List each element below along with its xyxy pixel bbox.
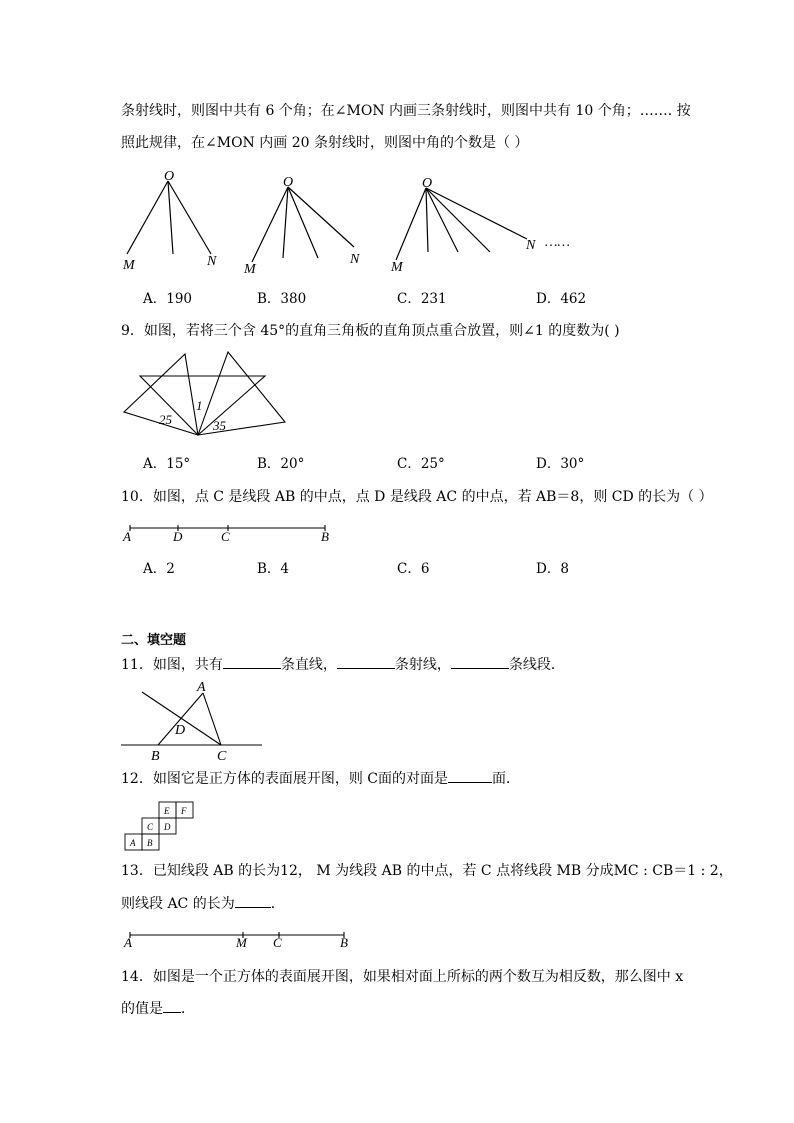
q8-fig3-dots: …… — [545, 235, 570, 250]
q14-text-line2 — [121, 998, 195, 1019]
q8-option-b[interactable]: B．380 — [257, 291, 307, 307]
q11-blank-lines[interactable] — [223, 654, 281, 669]
q13-label-b: B — [340, 935, 348, 950]
q14-text-part1: 的值是 — [121, 1001, 163, 1017]
q14-text-part2: ． — [181, 1001, 195, 1017]
q9-option-b[interactable]: B．20° — [257, 456, 305, 472]
q8-figure-two-rays — [252, 187, 354, 262]
q12-net-label-e: E — [164, 806, 170, 816]
q14-blank-x[interactable] — [163, 998, 181, 1013]
q13-text-part2: ． — [270, 896, 285, 912]
q8-fig2-label-o: O — [283, 175, 294, 190]
q9-option-d[interactable]: D．30° — [536, 456, 585, 472]
q12-net-label-d: D — [164, 822, 171, 832]
q8-fig1-label-n: N — [207, 254, 217, 269]
q8-fig2-label-m: M — [244, 262, 256, 277]
q10-label-d: D — [173, 529, 183, 544]
q12-blank-face[interactable] — [448, 768, 492, 783]
q13-label-c: C — [273, 935, 282, 950]
q13-label-m: M — [236, 935, 247, 950]
q11-text — [121, 654, 565, 675]
q12-net-label-c: C — [147, 822, 154, 832]
q12-net-label-b: B — [147, 838, 153, 848]
q11-label-d: D — [175, 723, 186, 738]
q9-label-25: 25 — [159, 412, 172, 427]
q8-fig3-label-n: N — [526, 238, 536, 253]
section-title-fill-in: 二、填空题 — [121, 633, 187, 648]
q8-fig1-label-m: M — [123, 258, 135, 273]
q9-label-angle1: 1 — [196, 398, 203, 413]
q13-label-a: A — [124, 935, 132, 950]
q9-option-c[interactable]: C．25° — [397, 456, 445, 472]
q9-option-a[interactable]: A．15° — [143, 456, 191, 472]
q8-figure-three-rays — [396, 188, 527, 260]
q10-option-c[interactable]: C．6 — [397, 561, 430, 577]
q10-option-d[interactable]: D．8 — [536, 561, 569, 577]
q12-text-part2: 面． — [491, 771, 520, 787]
q8-fig3-label-m: M — [391, 260, 403, 275]
q8-text-line1: 条射线时，则图中共有 6 个角；在∠MON 内画三条射线时，则图中共有 10 个角；……. 按 — [121, 103, 691, 119]
q12-net-label-f: F — [181, 806, 187, 816]
q12-net-label-a: A — [130, 838, 136, 848]
q12-text — [121, 768, 520, 789]
q8-option-c[interactable]: C．231 — [397, 291, 447, 307]
q8-option-a[interactable]: A．190 — [143, 291, 193, 307]
q9-label-35: 35 — [213, 418, 226, 433]
q11-text-part4: 条线段． — [508, 657, 565, 673]
q10-text: 10．如图，点 C 是线段 AB 的中点，点 D 是线段 AC 的中点，若 AB＝8，则 CD 的长为（ ） — [121, 489, 713, 505]
q8-fig2-label-n: N — [350, 252, 360, 267]
q11-label-c: C — [217, 749, 227, 764]
q8-text-line2: 照此规律，在∠MON 内画 20 条射线时，则图中角的个数是（ ） — [121, 135, 529, 151]
q10-label-a: A — [123, 529, 131, 544]
q10-label-b: B — [321, 529, 329, 544]
q11-text-part3: 条射线， — [394, 657, 451, 673]
q13-blank-ac[interactable] — [235, 893, 271, 908]
q8-fig3-label-o: O — [422, 176, 433, 191]
q9-text: 9．如图，若将三个含 45°的直角三角板的直角顶点重合放置，则∠1 的度数为( ) — [121, 323, 620, 339]
q10-option-a[interactable]: A．2 — [143, 561, 175, 577]
q11-blank-rays[interactable] — [337, 654, 395, 669]
q10-option-b[interactable]: B．4 — [257, 561, 290, 577]
q13-text-part1: 则线段 AC 的长为 — [121, 896, 235, 912]
q8-fig1-label-o: O — [164, 169, 175, 184]
q13-text-line1: 13．已知线段 AB 的长为12， M 为线段 AB 的中点，若 C 点将线段 MB 分成MC : CB＝1 : 2， — [121, 863, 733, 879]
q11-blank-segments[interactable] — [451, 654, 509, 669]
q11-label-b: B — [151, 749, 160, 764]
q12-text-part1: 12．如图它是正方体的表面展开图，则 C面的对面是 — [121, 771, 448, 787]
q11-text-part2: 条直线， — [280, 657, 337, 673]
q11-label-a: A — [197, 680, 206, 695]
q8-figure-one-ray — [127, 181, 211, 254]
q11-text-part1: 11．如图，共有 — [121, 657, 223, 673]
q8-option-d[interactable]: D．462 — [536, 291, 587, 307]
q10-label-c: C — [221, 529, 230, 544]
q14-text-line1: 14．如图是一个正方体的表面展开图，如果相对面上所标的两个数互为相反数，那么图中 x — [121, 969, 684, 985]
q13-text-line2 — [121, 893, 285, 914]
